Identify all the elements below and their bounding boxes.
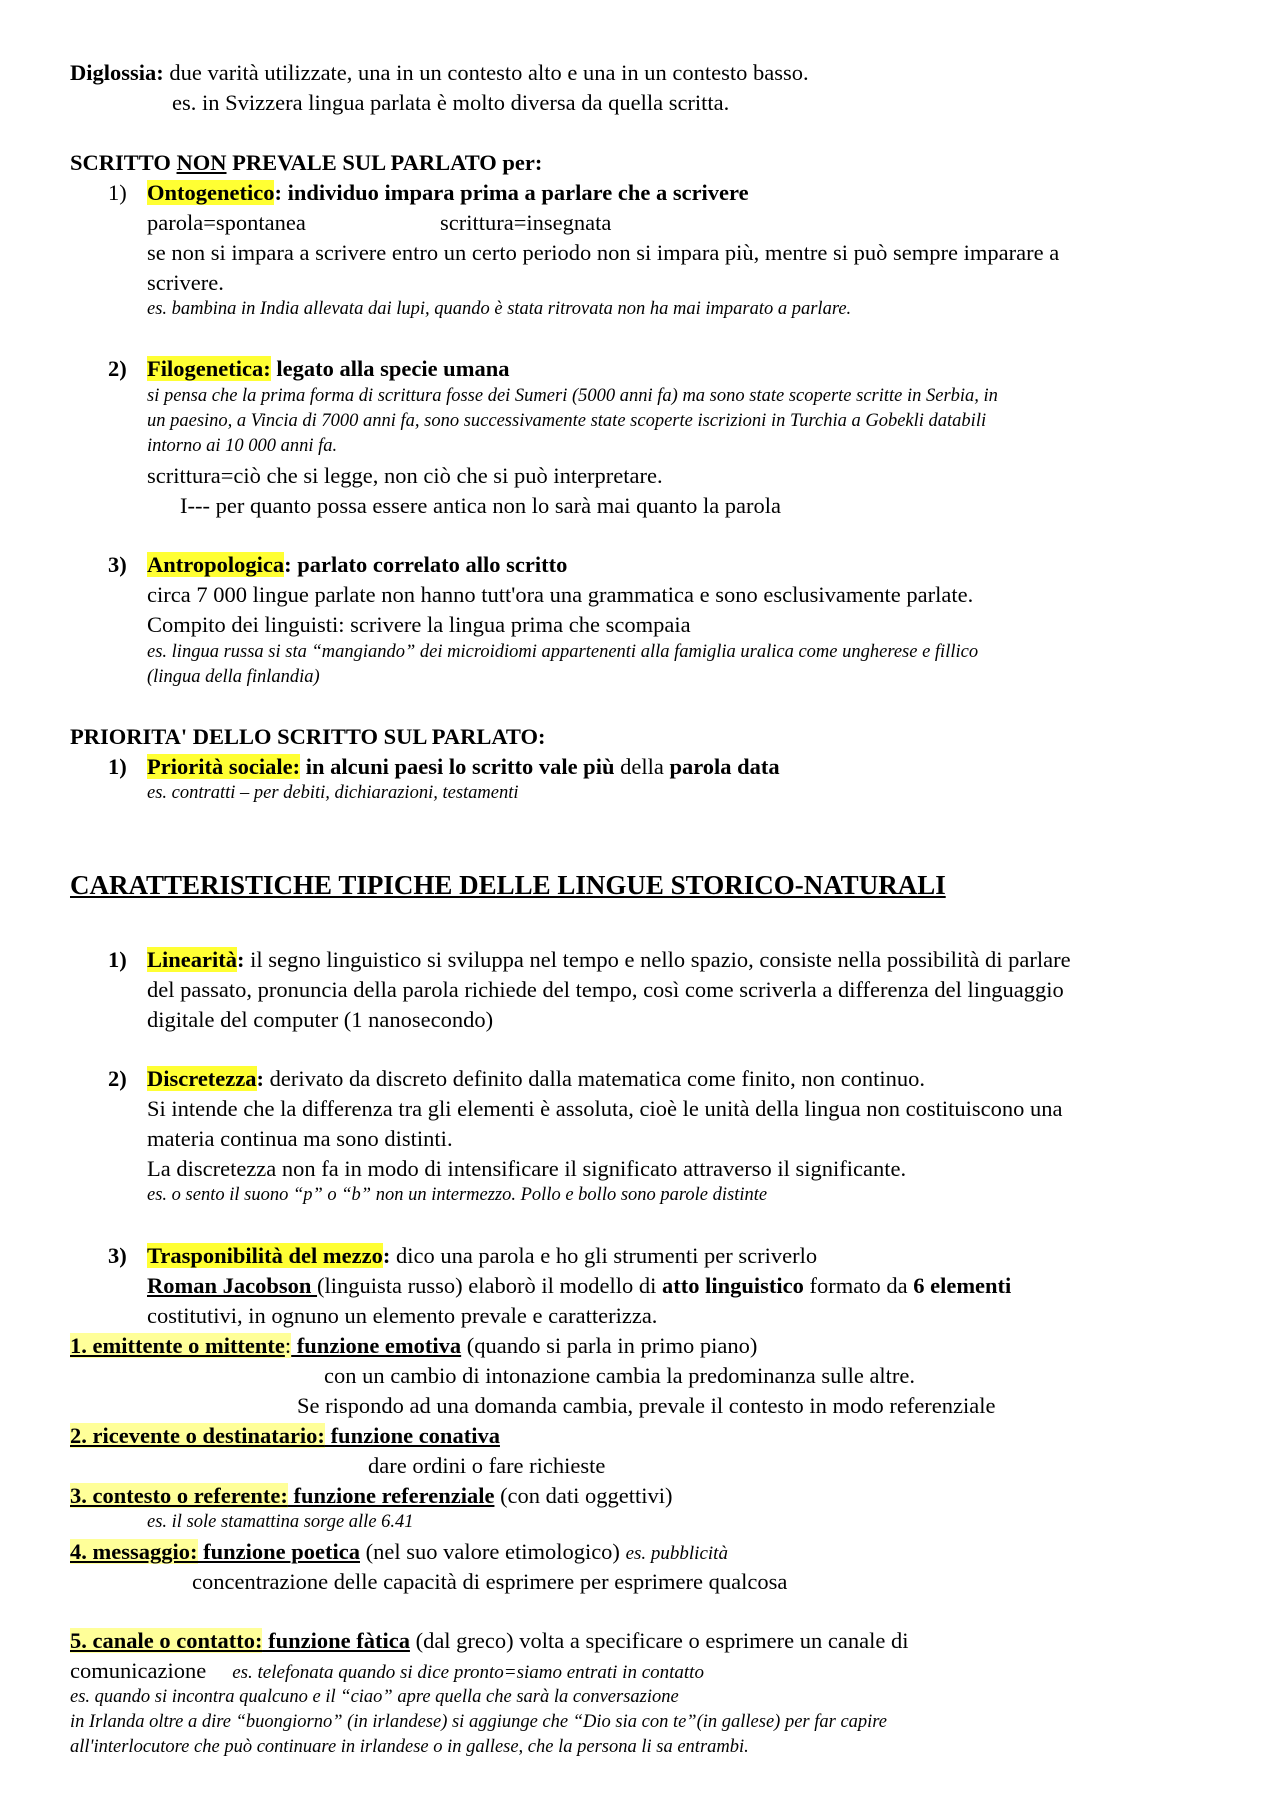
element-2-ricevente: 2. ricevente o destinatario: funzione conativa bbox=[70, 1423, 500, 1448]
element-3-example: es. il sole stamattina sorge alle 6.41 bbox=[147, 1512, 414, 1532]
filogenetica-title: Filogenetica: legato alla specie umana bbox=[147, 356, 510, 381]
section-heading-scritto-non-prevale: SCRITTO NON PREVALE SUL PARLATO per: bbox=[70, 150, 543, 175]
trasponibilita-line-3: costitutivi, in ognuno un elemento prevale e caratterizza. bbox=[147, 1303, 658, 1328]
antropologica-text-2: Compito dei linguisti: scrivere la lingua prima che scompaia bbox=[147, 612, 691, 637]
trasponibilita-line-2: Roman Jacobson (linguista russo) elaborò il modello di atto linguistico formato da 6 elementi bbox=[147, 1273, 1012, 1298]
element-4-text: concentrazione delle capacità di esprimere per esprimere qualcosa bbox=[192, 1569, 788, 1594]
element-2-text: dare ordini o fare richieste bbox=[368, 1453, 606, 1478]
antropologica-example-2: (lingua della finlandia) bbox=[147, 667, 320, 687]
ontogenetico-text-2: scrivere. bbox=[147, 270, 224, 295]
filogenetica-example-1: si pensa che la prima forma di scrittura fosse dei Sumeri (5000 anni fa) ma sono state scoperte scritte in Serbia, in bbox=[147, 386, 998, 406]
discretezza-line-4: La discretezza non fa in modo di intensificare il significato attraverso il significante. bbox=[147, 1156, 907, 1181]
ontogenetico-parola: parola=spontanea bbox=[147, 210, 306, 235]
priorita-title: Priorità sociale: in alcuni paesi lo scritto vale più della parola data bbox=[147, 754, 780, 779]
antropologica-example-1: es. lingua russa si sta “mangiando” dei microidiomi appartenenti alla famiglia uralica come ungherese e fillico bbox=[147, 642, 979, 662]
element-4-messaggio: 4. messaggio: funzione poetica (nel suo valore etimologico) es. pubblicità bbox=[70, 1539, 728, 1564]
page-title: CARATTERISTICHE TIPICHE DELLE LINGUE STORICO-NATURALI bbox=[70, 870, 946, 900]
ontogenetico-text-1: se non si impara a scrivere entro un certo periodo non si impara più, mentre si può sempre imparare a bbox=[147, 240, 1060, 265]
element-1-text-2: Se rispondo ad una domanda cambia, prevale il contesto in modo referenziale bbox=[297, 1393, 996, 1418]
ontogenetico-example: es. bambina in India allevata dai lupi, quando è stata ritrovata non ha mai imparato a parlare. bbox=[147, 299, 852, 319]
antropologica-number: 3) bbox=[108, 552, 127, 577]
discretezza-line-2: Si intende che la differenza tra gli elementi è assoluta, cioè le unità della lingua non costituiscono una bbox=[147, 1096, 1063, 1121]
discretezza-line-3: materia continua ma sono distinti. bbox=[147, 1126, 453, 1151]
ontogenetico-number: 1) bbox=[108, 180, 127, 205]
antropologica-text-1: circa 7 000 lingue parlate non hanno tutt'ora una grammatica e sono esclusivamente parlate. bbox=[147, 582, 974, 607]
antropologica-title: Antropologica: parlato correlato allo scritto bbox=[147, 552, 568, 577]
element-5-canale: 5. canale o contatto: funzione fàtica (dal greco) volta a specificare o esprimere un canale di bbox=[70, 1628, 909, 1653]
filogenetica-text-2: I--- per quanto possa essere antica non lo sarà mai quanto la parola bbox=[180, 493, 782, 518]
discretezza-number: 2) bbox=[108, 1066, 127, 1091]
filogenetica-example-3: intorno ai 10 000 anni fa. bbox=[147, 436, 338, 456]
element-5-example-3: all'interlocutore che può continuare in irlandese o in gallese, che la persona li sa entrambi. bbox=[70, 1737, 749, 1757]
diglossia-term: Diglossia: bbox=[70, 60, 164, 85]
section-heading-priorita: PRIORITA' DELLO SCRITTO SUL PARLATO: bbox=[70, 724, 546, 749]
diglossia-example: es. in Svizzera lingua parlata è molto diversa da quella scritta. bbox=[172, 90, 730, 115]
discretezza-example: es. o sento il suono “p” o “b” non un intermezzo. Pollo e bollo sono parole distinte bbox=[147, 1185, 768, 1205]
element-5-example-2: in Irlanda oltre a dire “buongiorno” (in irlandese) si aggiunge che “Dio sia con te”(in gallese) per far capire bbox=[70, 1712, 888, 1732]
priorita-number: 1) bbox=[108, 754, 127, 779]
diglossia-def: due varità utilizzate, una in un contesto alto e una in un contesto basso. bbox=[163, 60, 809, 85]
element-3-contesto: 3. contesto o referente: funzione referenziale (con dati oggettivi) bbox=[70, 1483, 673, 1508]
linearita-number: 1) bbox=[108, 947, 127, 972]
element-1-text-1: con un cambio di intonazione cambia la predominanza sulle altre. bbox=[324, 1363, 916, 1388]
filogenetica-text-1: scrittura=ciò che si legge, non ciò che si può interpretare. bbox=[147, 463, 663, 488]
diglossia-line bbox=[70, 58, 809, 88]
linearita-line-2: del passato, pronuncia della parola richiede del tempo, così come scriverla a differenza del linguaggio bbox=[147, 977, 1064, 1002]
discretezza-line-1: Discretezza: derivato da discreto definito dalla matematica come finito, non continuo. bbox=[147, 1066, 926, 1091]
element-5-text-1: comunicazione es. telefonata quando si dice pronto=siamo entrati in contatto bbox=[70, 1658, 704, 1683]
trasponibilita-line-1: Trasponibilità del mezzo: dico una parola e ho gli strumenti per scriverlo bbox=[147, 1243, 818, 1268]
trasponibilita-number: 3) bbox=[108, 1243, 127, 1268]
element-1-emittente: 1. emittente o mittente: funzione emotiva (quando si parla in primo piano) bbox=[70, 1333, 758, 1358]
filogenetica-example-2: un paesino, a Vincia di 7000 anni fa, sono successivamente state scoperte iscrizioni in Turchia a Gobekli databili bbox=[147, 411, 987, 431]
linearita-line-1: Linearità: il segno linguistico si sviluppa nel tempo e nello spazio, consiste nella possibilità di parlare bbox=[147, 947, 1071, 972]
ontogenetico-title: Ontogenetico: individuo impara prima a parlare che a scrivere bbox=[147, 180, 749, 205]
priorita-example: es. contratti – per debiti, dichiarazioni, testamenti bbox=[147, 783, 519, 803]
filogenetica-number: 2) bbox=[108, 356, 127, 381]
linearita-line-3: digitale del computer (1 nanosecondo) bbox=[147, 1007, 494, 1032]
ontogenetico-scrittura: scrittura=insegnata bbox=[440, 210, 612, 235]
element-5-example-1: es. quando si incontra qualcuno e il “ciao” apre quella che sarà la conversazione bbox=[70, 1687, 679, 1707]
